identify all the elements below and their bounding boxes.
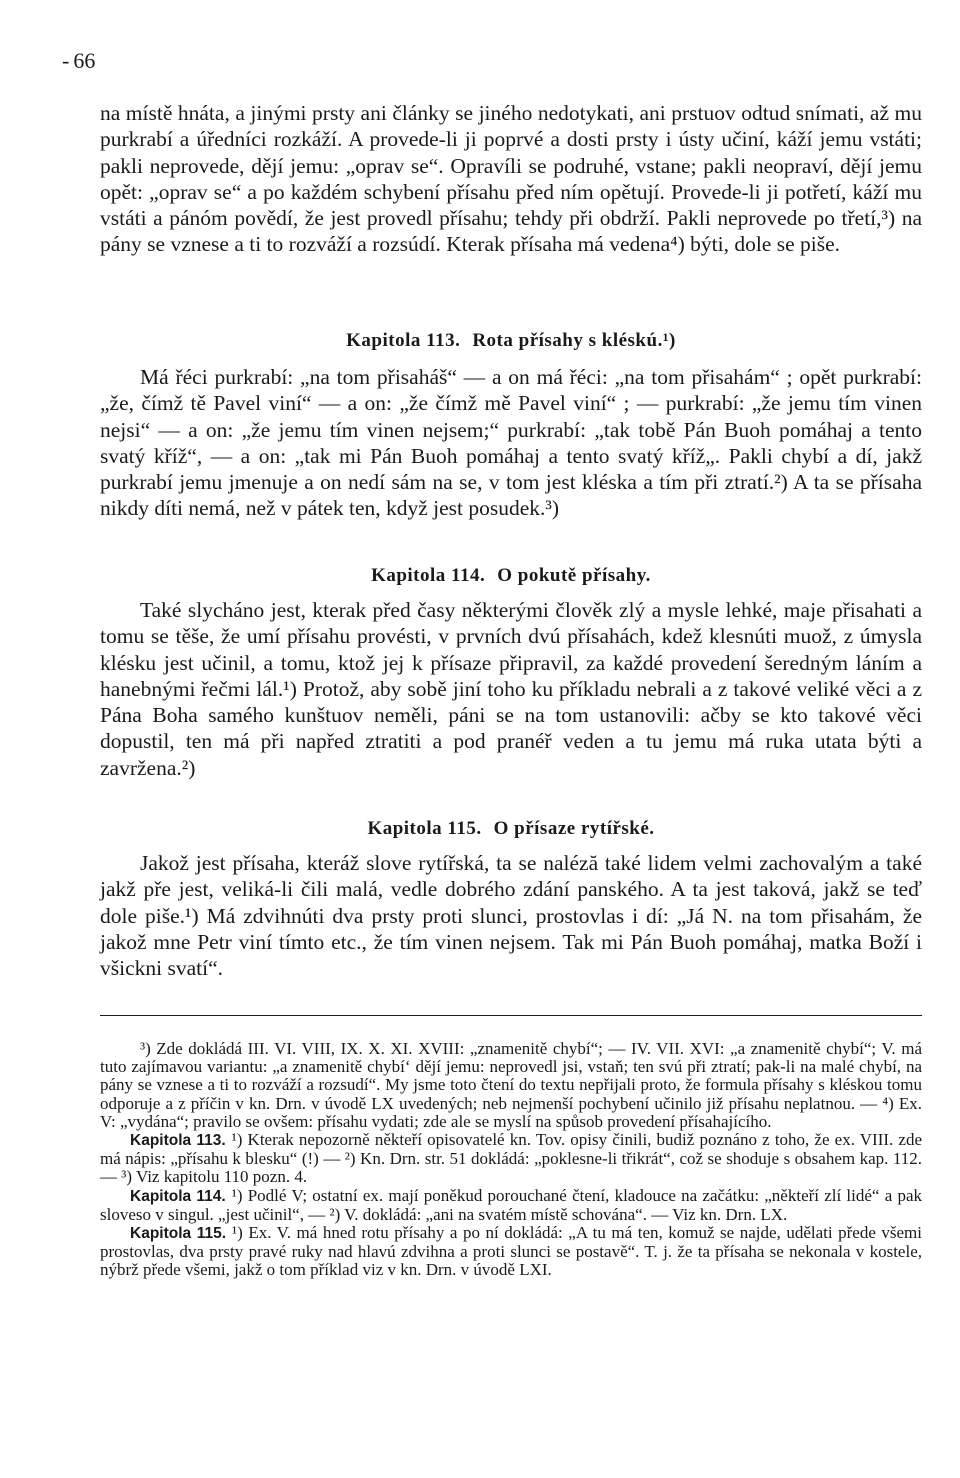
chapter-115-title: O přísaze rytířské. (493, 818, 655, 839)
intro-block (100, 100, 922, 258)
chapter-114-title: O pokutě přísahy. (497, 565, 651, 586)
footnote-kapitola-113 (100, 1131, 922, 1187)
chapter-114-number: Kapitola 114. (371, 565, 486, 586)
page-number (62, 48, 95, 74)
footnote-kapitola-115-text: ¹) Ex. V. má hned rotu přísahy a po ní dokládá: „A tu má ten, komuž se najde, udělati přede všemi prostovlas, dva prsty pravé ruky nad hlavú zdvihna a proti slunci se postavě“. T. j. že ta přísaha se nekonala v kostele, nýbrž přede všemi, jakž o tom příklad viz v kn. Drn. v úvodě LXI. (100, 1223, 923, 1280)
chapter-115-block (100, 850, 922, 981)
chapter-113-heading (100, 330, 922, 352)
footnote-kapitola-114-text: ¹) Podlé V; ostatní ex. mají poněkud porouchané čtení, kladouce na začátku: „někteří zlí lidé“ a pak sloveso v singul. „jest učinil“, — ²) V. dokládá: „ani na svatém místě schována“. — Viz kn. Drn. LX. (100, 1185, 922, 1224)
footnote-kapitola-113-label: Kapitola 113. (130, 1132, 226, 1150)
intro-paragraph: na místě hnáta, a jinými prsty ani články se jiného nedotykati, ani prstuov odtud snímati, až mu purkrabí a úředníci rozkáží. A provede-li ji poprvé a dosti prsty i ústy učiní, káží jemu vstáti; pakli neprovede, dějí jemu: „oprav se“. Opravíli se podruhé, vstane; pakli neopraví, dějí jemu opět: „oprav se“ a po každém schybení přísahu před ním opětují. Provede-li ji potřetí, káží mu vstáti a pánóm povědí, že jest provedl přísahu; tehdy při obdrží. Pakli neprovede po třetí,³) na pány se vznese a ti to rozváží a rozsúdí. Kterak přísaha má vedena⁴) býti, dole se piše. (100, 101, 922, 257)
chapter-113-block (100, 364, 922, 522)
chapter-115-number: Kapitola 115. (367, 818, 482, 839)
chapter-114-paragraph: Také slycháno jest, kterak před časy některými člověk zlý a mysle lehké, maje přisahati a tomu se těše, že umí přísahu provésti, v prvních dvú přísahách, kdež klesnúti muož, z úmysla klésku jest učinil, a tomu, ktož jej k přísaze připravil, za každé provedení šeredným láním a hanebnými řečmi lál.¹) Protož, aby sobě jiní toho ku příkladu nebrali a z takové veliké věci a z Pána Boha samého kunštuov neměli, páni se na tom ustanovili: ačby se kto takové věci dopustil, ten má při napřed ztratiti a pod pranéř veden a tu jemu má ruka utata býti a zavržena.²) (100, 598, 922, 780)
footnote-kapitola-113-text: ¹) Kterak nepozorně někteří opisovatelé kn. Tov. opisy činili, budiž poznáno z toho, že ex. VIII. zde má nápis: „přísahu k blesku“ (!) — ²) Kn. Drn. str. 51 dokládá: „poklesne-li třikrát“, což se shoduje s obsahem kap. 112. — ³) Viz kapitolu 110 pozn. 4. (100, 1130, 922, 1187)
footnote-kapitola-115 (100, 1224, 922, 1280)
chapter-114-heading (100, 565, 922, 587)
footnote-kapitola-114 (100, 1187, 922, 1224)
footnotes (100, 1040, 922, 1280)
chapter-113-paragraph: Má řéci purkrabí: „na tom přisaháš“ — a on má řéci: „na tom přisahám“ ; opět purkrabí: „že, čímž tě Pavel viní“ — a on: „že čímž mě Pavel viní“ ; — purkrabí: „že jemu tím vinen nejsi“ — a on: „že jemu tím vinen nejsem;“ purkrabí: „tak tobě Pán Buoh pomáhaj a tento svatý kříž“, — a on: „tak mi Pán Buoh pomáhaj a tento svatý kříž„. Pakli chybí a dí, jakž purkrabí jemu jmenuje a on nedí sám na se, v tom jest kléska a tím při ztratí.²) A ta se přísaha nikdy díti nemá, než v pátek ten, když jest posudek.³) (100, 365, 922, 521)
footnote-intro: ³) Zde dokládá III. VI. VIII, IX. X. XI. XVIII: „znamenitě chybí“; — IV. VII. XVI: „a znamenitě chybí“; V. má tuto zajímavou variantu: „a znamenitě chybí‘ dějí jemu: neprovedl jsi, vstaň; ten svú při ztratí; pak-li na malé chybí, na pány se vznese a ti to rozváží a rozsudí“. My jsme toto čtení do textu nepřijali proto, že formula přísahy s kléskou tomu odporuje a z příčin v kn. Drn. v úvodě LX uvedených; neb nejmenší pochybení učinilo již přísahu neplatnou. — ⁴) Ex. V: „vydána“; pravilo se ovšem: přísahu vydati; zde ale se myslí na spůsob provedení přísahajícího. (100, 1039, 922, 1131)
chapter-113-number: Kapitola 113. (346, 330, 461, 351)
chapter-115-paragraph: Jakož jest přísaha, kteráž slove rytířská, ta se naléză také lidem velmi zachovalým a také jakž pře jest, veliká-li čili malá, vedle dobrého zdání panského. A ta jest taková, jakž se teď dole piše.¹) Má zdvihnúti dva prsty proti slunci, prostovlas i dí: „Já N. na tom přisahám, že jakož mne Petr viní tímto etc., že tím vinen nejsem. Tak mi Pán Buoh pomáhaj, matka Boží i všickni svatí“. (100, 851, 922, 981)
chapter-115-heading (100, 818, 922, 840)
footnote-divider (100, 1015, 922, 1016)
page-number-dash: - (62, 48, 70, 73)
footnote-kapitola-115-label: Kapitola 115. (130, 1225, 227, 1243)
chapter-113-title: Rota přísahy s kléskú.¹) (472, 330, 676, 351)
footnote-kapitola-114-label: Kapitola 114. (130, 1187, 226, 1205)
page-number-value: 66 (73, 48, 96, 73)
chapter-114-block (100, 597, 922, 781)
